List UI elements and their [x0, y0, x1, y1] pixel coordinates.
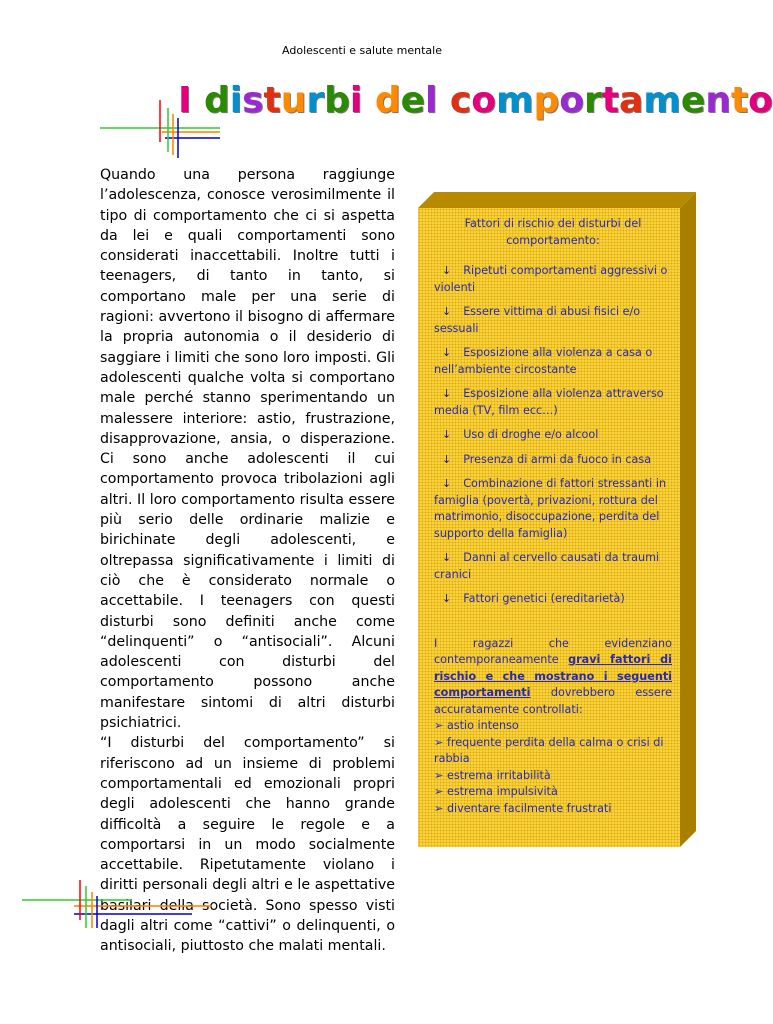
symptoms-list	[434, 718, 672, 817]
symptom-text: estrema irritabilità	[446, 768, 551, 782]
title-letter: o	[748, 80, 773, 121]
risk-factor-item	[434, 386, 672, 419]
risk-factor-item	[434, 304, 672, 337]
risk-factor-text: Presenza di armi da fuoco in casa	[463, 452, 652, 466]
title-letter: i	[229, 80, 243, 121]
box-body	[418, 208, 680, 847]
title-letter: b	[324, 80, 350, 121]
symptom-item	[434, 735, 672, 768]
title-letter: p	[533, 80, 560, 121]
arrow-bullet-icon: ➢	[434, 719, 447, 732]
risk-factor-text: Esposizione alla violenza attraverso media (TV, film ecc…)	[434, 387, 664, 417]
down-arrow-bullet-icon: ↓	[442, 592, 452, 605]
title-letter: u	[280, 80, 307, 121]
title-letter: e	[680, 80, 706, 121]
symptom-text: diventare facilmente frustrati	[446, 801, 612, 815]
risk-factor-item	[434, 427, 672, 444]
title-letter: n	[705, 80, 731, 121]
title-letter: t	[730, 80, 749, 121]
risk-factor-text: Danni al cervello causati da traumi cranici	[434, 551, 660, 581]
down-arrow-bullet-icon: ↓	[442, 387, 452, 400]
box-bevel-side	[680, 192, 696, 847]
symptom-item	[434, 768, 672, 785]
arrow-bullet-icon: ➢	[434, 768, 447, 782]
symptom-text: astio intenso	[446, 719, 519, 732]
title-letter: t	[601, 80, 619, 121]
paragraph-1: Quando una persona raggiunge l’adolescenza, conosce verosimilmente il tipo di comportamento che ci si aspetta da lei e quali comportamenti sono considerati inaccettabili. Inoltre tutti i teenagers, di tanto in tanto, si comportano male per una serie di ragioni: avvertono il bisogno di affermare la propria autonomia o il desiderio di saggiare i limiti che sono loro imposti. Gli adolescenti qualche volta si comportano male perché stanno sperimentando un malessere interiore: astio, frustrazione, disapprovazione, ansia, o disperazione. Ci sono anche adolescenti il cui comportamento provoca tribolazioni agli altri. Il loro comportamento risulta essere più serio delle ordinarie malizie e birichinate degli adolescenti, e oltrepassa significativamente i limiti di ciò che è considerato normale o accettabile. I teenagers con questi disturbi sono definiti anche come “delinquenti” o “antisociali”. Alcuni adolescenti con disturbi del comportamento possono anche manifestare sintomi di altri disturbi psichiatrici.	[100, 167, 395, 732]
title-letter: o	[471, 80, 496, 121]
down-arrow-bullet-icon: ↓	[442, 264, 452, 277]
risk-factor-item	[434, 550, 672, 583]
down-arrow-bullet-icon: ↓	[442, 452, 452, 466]
main-text	[100, 165, 395, 957]
warning-text: I ragazzi che evidenziano contemporaneamente gravi fattori di rischio e che mostrano i seguenti comportamenti dovrebbero essere accuratamente controllati:	[434, 636, 672, 716]
risk-factor-text: Ripetuti comportamenti aggressivi o violenti	[434, 264, 668, 294]
paragraph-2: “I disturbi del comportamento” si riferiscono ad un insieme di problemi comportamentali ed emozionali propri degli adolescenti che hanno grande difficoltà a seguire le regole e a comportarsi in un modo socialmente accettabile. Ripetutamente violano i diritti personali degli altri e le aspettative basilari della società. Sono spesso visti dagli altri come “cattivi” o delinquenti, o antisociali, piuttosto che malati mentali.	[100, 735, 395, 955]
risk-factor-text: Esposizione alla violenza a casa o nell’ambiente circostante	[434, 346, 653, 376]
title-letter: I	[178, 80, 192, 121]
title-letter: s	[242, 80, 264, 121]
title-letter: i	[349, 80, 363, 121]
symptom-text: estrema impulsività	[446, 785, 558, 798]
page-header: Adolescenti e salute mentale	[282, 44, 442, 57]
risk-factor-text: Fattori genetici (ereditarietà)	[463, 592, 625, 605]
title-letter: m	[643, 80, 681, 121]
title-letter: l	[425, 80, 438, 121]
title-letter: r	[306, 80, 325, 121]
title-letter: d	[203, 80, 230, 121]
risk-factor-item	[434, 345, 672, 378]
symptom-item	[434, 784, 672, 801]
title-letter: d	[374, 80, 401, 121]
decorative-lines-bottom	[22, 880, 212, 930]
arrow-bullet-icon: ➢	[434, 785, 447, 798]
title-letter: a	[619, 80, 644, 121]
risk-factor-text: Essere vittima di abusi fisici e/o sessuali	[434, 305, 641, 335]
risk-factor-item	[434, 452, 672, 469]
risk-factor-item	[434, 591, 672, 608]
box-title: Fattori di rischio dei disturbi del comportamento:	[464, 217, 642, 247]
down-arrow-bullet-icon: ↓	[442, 477, 452, 490]
title-letter	[362, 80, 375, 121]
down-arrow-bullet-icon: ↓	[442, 551, 452, 564]
page-title	[178, 80, 773, 121]
title-letter: r	[584, 80, 602, 121]
risk-factors-list	[434, 263, 672, 608]
symptom-item	[434, 801, 672, 818]
down-arrow-bullet-icon: ↓	[442, 428, 452, 441]
down-arrow-bullet-icon: ↓	[442, 305, 452, 318]
risk-factor-item	[434, 263, 672, 296]
title-letter: t	[263, 80, 281, 121]
title-letter	[191, 80, 204, 121]
title-letter: m	[495, 80, 534, 121]
risk-factors-box	[418, 192, 696, 847]
box-bevel-top	[418, 192, 696, 208]
title-letter: o	[559, 80, 585, 121]
down-arrow-bullet-icon: ↓	[442, 346, 452, 359]
title-letter: e	[400, 80, 426, 121]
symptom-text: frequente perdita della calma o crisi di rabbia	[434, 735, 664, 765]
arrow-bullet-icon: ➢	[434, 735, 447, 749]
title-letter: c	[449, 80, 472, 121]
risk-factor-text: Uso di droghe e/o alcool	[463, 428, 599, 441]
symptom-item	[434, 718, 672, 735]
risk-factor-item	[434, 476, 672, 542]
title-letter	[437, 80, 450, 121]
arrow-bullet-icon: ➢	[434, 801, 447, 815]
risk-factor-text: Combinazione di fattori stressanti in famiglia (povertà, privazioni, rottura del matrimonio, disoccupazione, perdita del supporto della famiglia)	[434, 477, 667, 540]
